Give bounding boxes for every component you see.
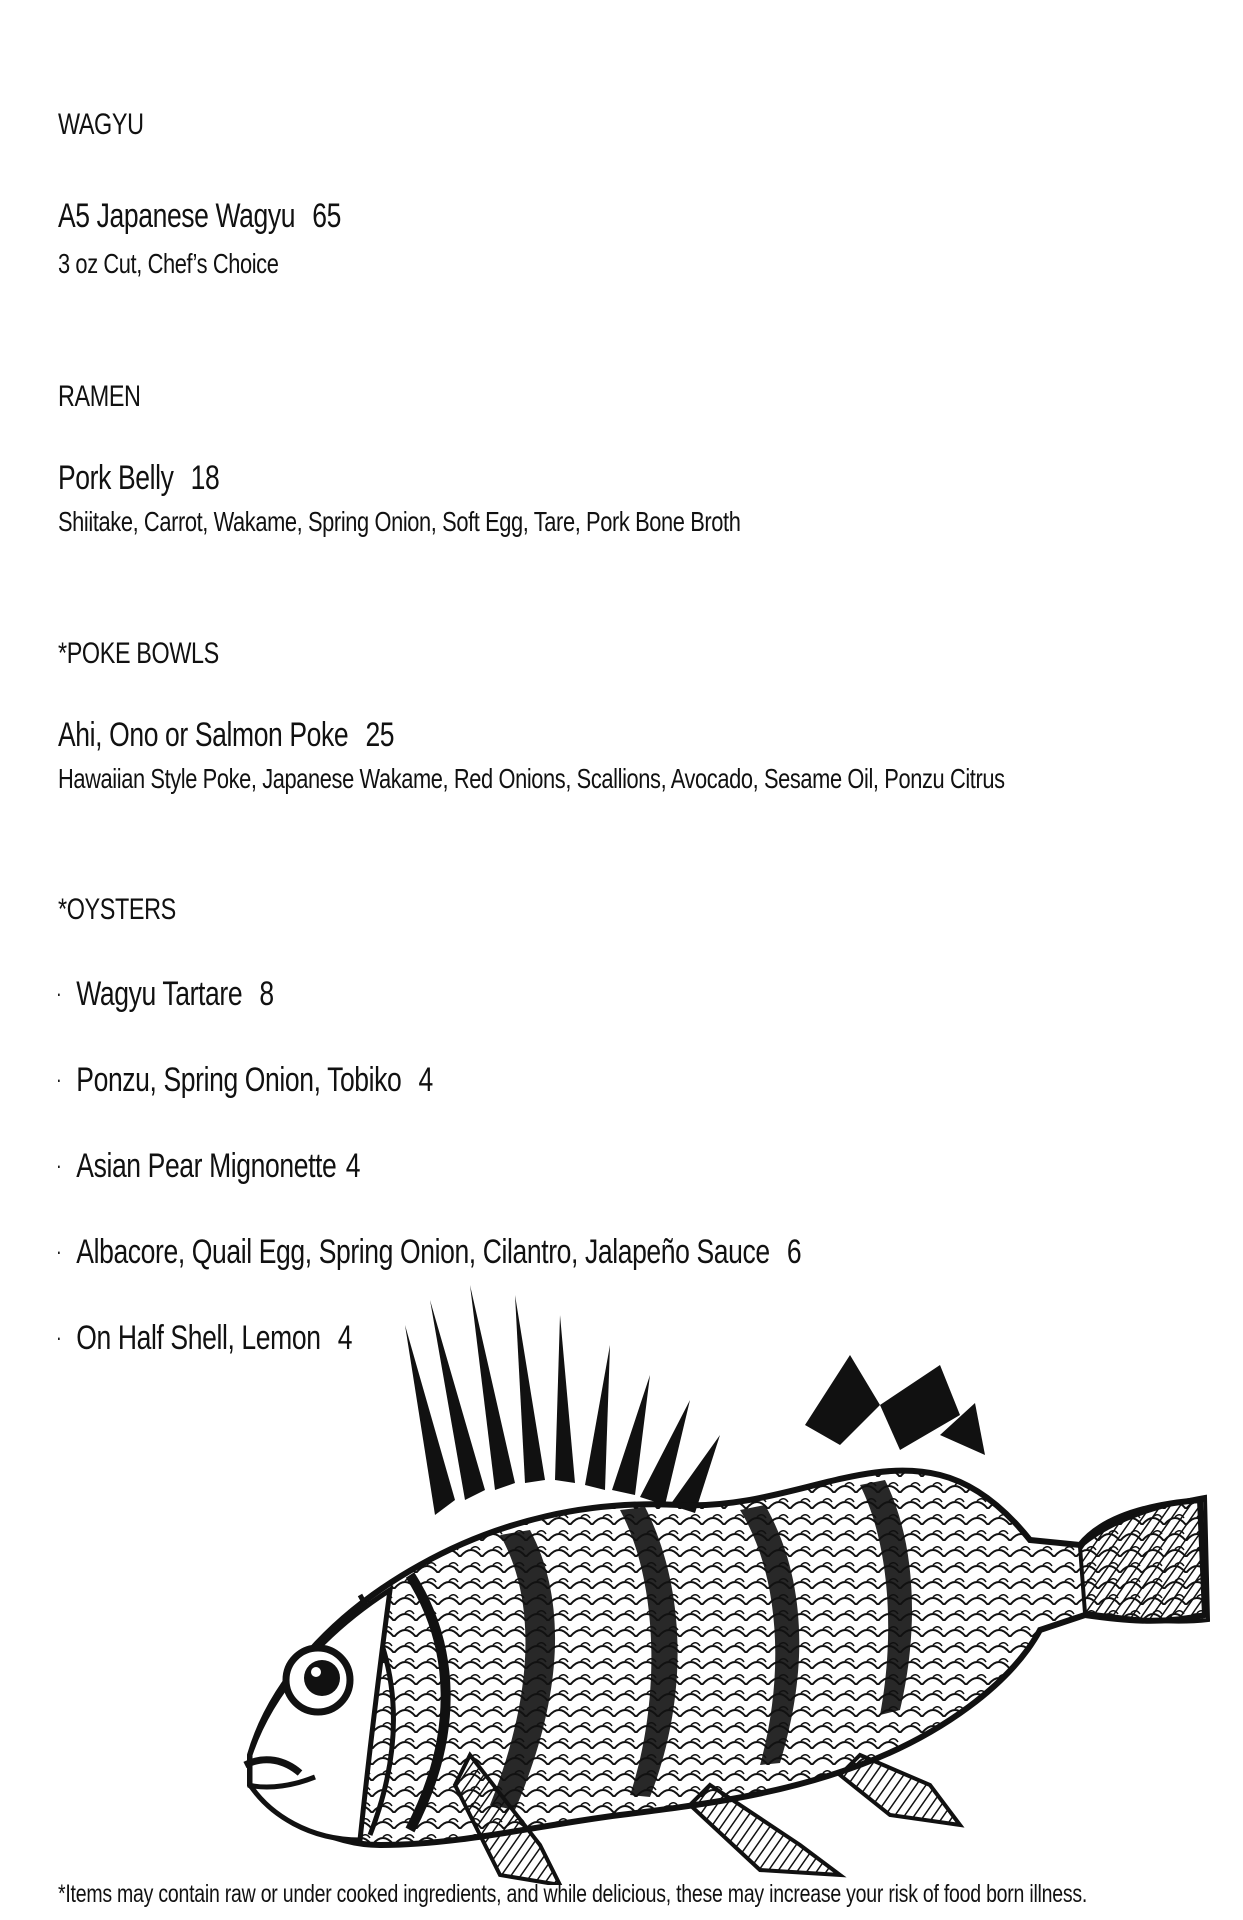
oyster-name: On Half Shell, Lemon: [76, 1319, 321, 1357]
oyster-price: 6: [786, 1233, 802, 1271]
oyster-item: [56, 1061, 433, 1100]
oyster-name: Ponzu, Spring Onion, Tobiko: [76, 1061, 402, 1099]
menu-item-poke: [58, 716, 394, 755]
bullet-icon: ·: [56, 1325, 62, 1350]
item-description-wagyu: 3 oz Cut, Chef’s Choice: [58, 248, 279, 279]
item-name: A5 Japanese Wagyu: [58, 197, 296, 235]
oyster-price: 8: [259, 975, 274, 1013]
item-price: 18: [190, 459, 220, 497]
oyster-name: Wagyu Tartare: [76, 975, 243, 1013]
fish-tail: [1080, 1497, 1208, 1622]
menu-item-ramen: [58, 459, 219, 498]
item-price: 65: [312, 197, 342, 235]
bullet-icon: ·: [56, 1153, 62, 1178]
item-name: Ahi, Ono or Salmon Poke: [58, 716, 349, 754]
item-price: 25: [365, 716, 395, 754]
allergy-footnote: *Items may contain raw or under cooked ingredients, and while delicious, these may increase your risk of food born illness.: [58, 1880, 1088, 1908]
oyster-item: [56, 1147, 360, 1186]
oyster-price: 4: [345, 1147, 361, 1185]
oyster-price: 4: [337, 1319, 353, 1357]
fish-body: [250, 1471, 1205, 1845]
item-description-ramen: Shiitake, Carrot, Wakame, Spring Onion, Soft Egg, Tare, Pork Bone Broth: [58, 506, 741, 537]
menu-item-wagyu: [58, 197, 341, 236]
bullet-icon: ·: [56, 1239, 62, 1264]
section-heading-oysters: *OYSTERS: [58, 893, 176, 926]
section-heading-ramen: RAMEN: [58, 380, 141, 413]
oyster-item: [56, 975, 274, 1014]
oyster-item: [56, 1233, 801, 1272]
section-heading-poke: *POKE BOWLS: [58, 637, 219, 670]
oyster-price: 4: [418, 1061, 433, 1099]
oyster-name: Asian Pear Mignonette: [76, 1147, 337, 1185]
bullet-icon: ·: [56, 1067, 62, 1092]
oyster-name: Albacore, Quail Egg, Spring Onion, Cilantro, Jalapeño Sauce: [76, 1233, 770, 1271]
item-name: Pork Belly: [58, 459, 174, 497]
bullet-icon: ·: [56, 981, 62, 1006]
fish-illustration-icon: [240, 1285, 1210, 1885]
item-description-poke: Hawaiian Style Poke, Japanese Wakame, Red Onions, Scallions, Avocado, Sesame Oil, Ponzu Citrus: [58, 763, 1005, 794]
section-heading-wagyu: WAGYU: [58, 108, 144, 141]
